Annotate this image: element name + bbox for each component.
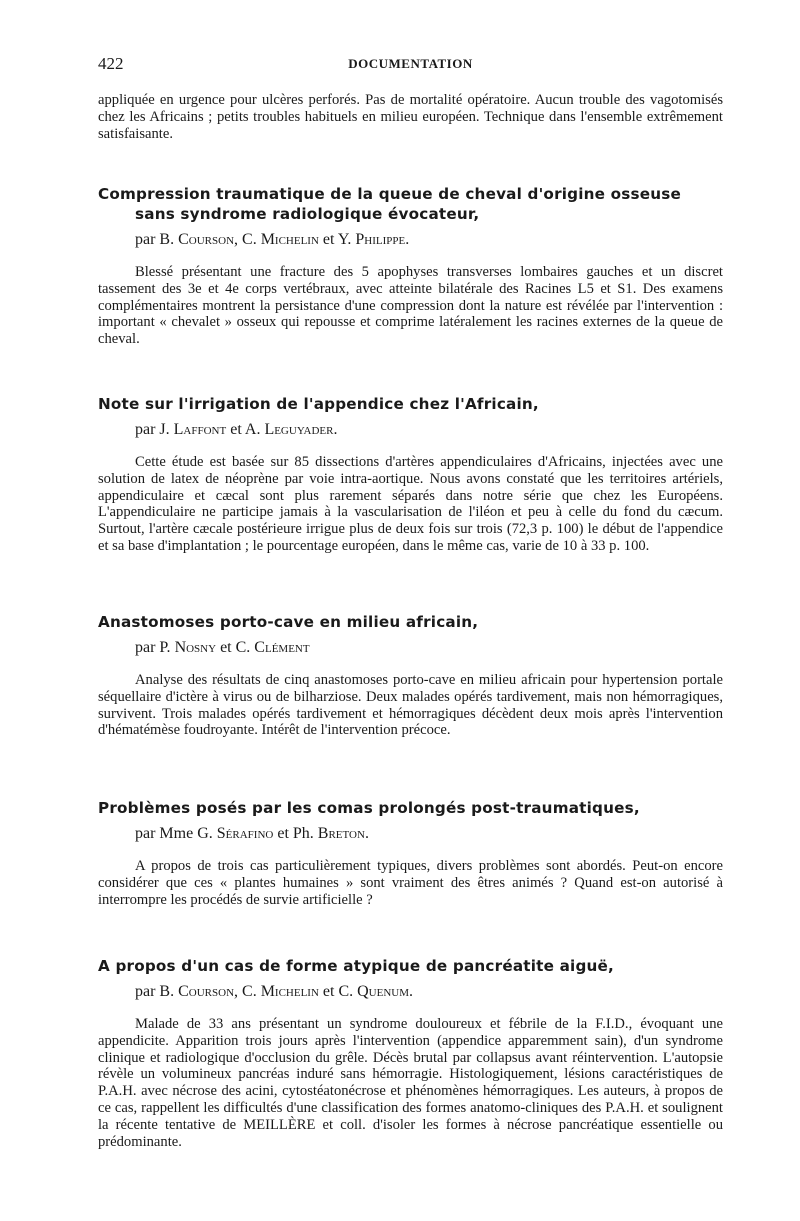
author-name: Michelin (260, 231, 319, 248)
author-name: Nosny (174, 639, 217, 656)
article-title: Compression traumatique de la queue de cheval d'origine osseuse sans syndrome radiologique évocateur, (98, 185, 682, 223)
article-anastomoses (98, 612, 723, 739)
page-number: 422 (98, 54, 124, 73)
author-separator: et Ph. (273, 825, 318, 842)
author-separator: , C. (234, 231, 261, 248)
article-title: Problèmes posés par les comas prolongés post-traumatiques, (98, 799, 640, 817)
author-separator: et A. (226, 421, 265, 438)
author-separator: et C. (318, 983, 358, 1000)
article-authors (135, 420, 723, 440)
intro-paragraph: appliquée en urgence pour ulcères perforés. Pas de mortalité opératoire. Aucun trouble des vagotomisés chez les Africains ; petits troubles habituels en milieu européen. Technique dans l'ensemble extrêmement satisfaisante. (98, 92, 723, 142)
author-name: Leguyader (264, 421, 334, 438)
article-pancreatite (98, 956, 723, 1150)
author-name: Clément (254, 639, 310, 656)
author-separator: . (333, 421, 338, 438)
author-name: Michelin (260, 983, 319, 1000)
author-name: Courson (178, 231, 235, 248)
article-title: Note sur l'irrigation de l'appendice chez l'Africain, (98, 395, 539, 413)
article-title: Anastomoses porto-cave en milieu africain, (98, 613, 479, 631)
authors-prefix: par Mme G. (135, 825, 213, 842)
author-separator: . (364, 825, 369, 842)
article-authors (135, 982, 723, 1002)
article-body: Analyse des résultats de cinq anastomoses porto-cave en milieu africain pour hypertension portale séquellaire d'ictère à virus ou de bilharziose. Deux malades opérés tardivement, mais non hémorragiques, survivent. Trois malades opérés tardivement et hémorragiques décèdent deux mois après l'intervention d'hématémèse foudroyante. Intérêt de l'intervention précoce. (98, 672, 723, 739)
authors-prefix: par B. (135, 231, 175, 248)
article-authors (135, 638, 723, 658)
author-separator: . (405, 231, 410, 248)
article-title: A propos d'un cas de forme atypique de pancréatite aiguë, (98, 957, 614, 975)
author-separator: , C. (234, 983, 261, 1000)
authors-prefix: par P. (135, 639, 171, 656)
page-header (98, 54, 723, 76)
author-name: Laffont (173, 421, 227, 438)
authors-prefix: par J. (135, 421, 170, 438)
article-body: Cette étude est basée sur 85 dissections d'artères appendiculaires d'Africains, injectées avec une solution de latex de néoprène par voie intra-aortique. Nous avons constaté que les territoires artériels, appendiculaire et cæcal sont plus rarement séparés dans notre série que chez les Européens. L'appendiculaire ne participe jamais à la vascularisation de l'iléon et peu à celle du fond du cæcum. Surtout, l'artère cæcale postérieure irrigue plus de deux fois sur trois (72,3 p. 100) le début de l'appendice et sa base d'implantation ; le pourcentage européen, dans le même cas, varie de 10 à 33 p. 100. (98, 454, 723, 554)
author-separator: . (409, 983, 414, 1000)
author-name: Breton (317, 825, 365, 842)
article-body: A propos de trois cas particulièrement typiques, divers problèmes sont abordés. Peut-on encore considérer que ces « plantes humaines » sont vraiment des êtres animés ? Quand est-on autorisé à interrompre les procédés de survie artificielle ? (98, 858, 723, 908)
author-name: Philippe (355, 231, 406, 248)
article-body: Blessé présentant une fracture des 5 apophyses transverses lombaires gauches et un discret tassement des 3e et 4e corps vertébraux, avec atteinte bilatérale des Racines L5 et S1. Des examens complémentaires montrent la persistance d'une compression dont la nature est révélée par l'intervention : important « chevalet » osseux qui repousse et comprime latéralement les racines externes de la queue de cheval. (98, 264, 723, 348)
article-comas (98, 798, 723, 908)
article-authors (135, 824, 723, 844)
author-separator: et C. (216, 639, 255, 656)
author-name: Quenum (357, 983, 410, 1000)
intro-block (98, 92, 723, 142)
authors-prefix: par B. (135, 983, 175, 1000)
article-body: Malade de 33 ans présentant un syndrome douloureux et fébrile de la F.I.D., évoquant une appendicite. Apparition trois jours après l'intervention (appendice apparemment sain), d'un syndrome clinique et radiologique d'occlusion du grêle. Décès brutal par collapsus avant réintervention. L'autopsie révèle un volumineux pancréas induré sans hémorragie. Histologiquement, lésions caractéristiques de P.A.H. avec nécrose des acini, cytostéatonécrose et phénomènes hémorragiques. Les auteurs, à propos de ce cas, rappellent les difficultés d'une classification des formes anatomo-cliniques des P.A.H. et soulignent la récente tentative de MEILLÈRE et coll. d'isoler les formes à nécrose pancréatique essentielle ou prédominante. (98, 1016, 723, 1150)
author-name: Sérafino (216, 825, 274, 842)
running-title: DOCUMENTATION (348, 56, 473, 71)
article-appendice (98, 394, 723, 555)
author-separator: et Y. (318, 231, 356, 248)
article-compression (98, 184, 723, 348)
author-name: Courson (178, 983, 235, 1000)
article-authors (135, 230, 723, 250)
